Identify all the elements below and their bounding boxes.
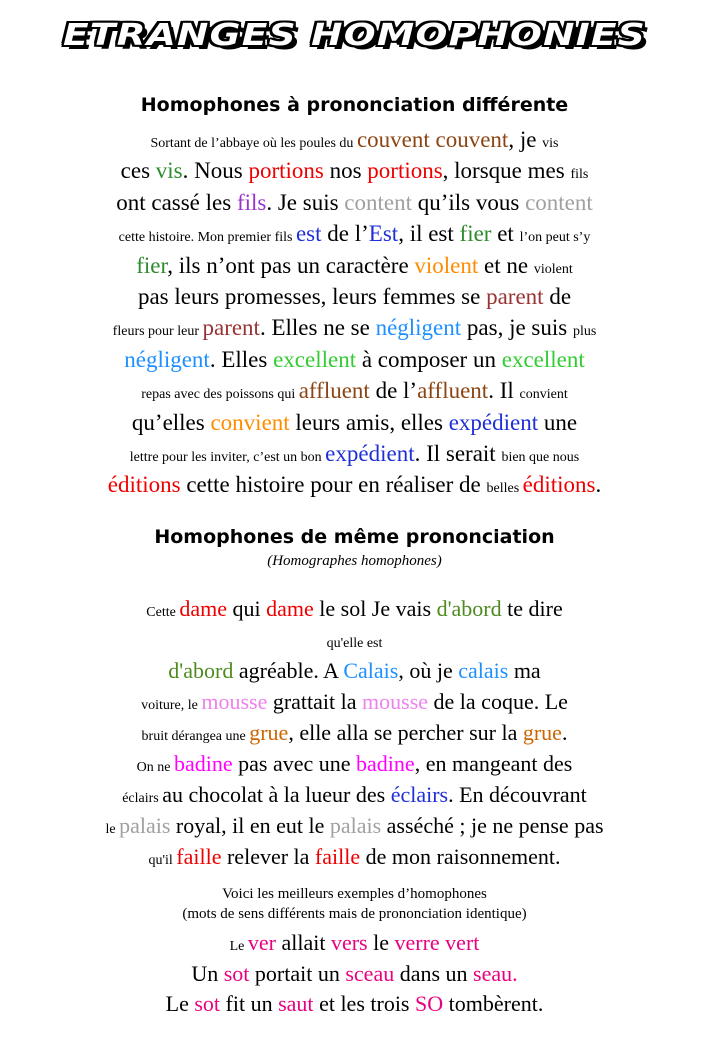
homophone-word: ver xyxy=(247,930,276,955)
text-segment: qu’ils vous xyxy=(411,189,526,215)
homophone-word: couvent couvent xyxy=(356,127,509,152)
text-segment: . Nous xyxy=(182,158,249,184)
section3-text xyxy=(0,928,709,1020)
homophone-word: portions xyxy=(248,158,324,184)
text-segment: et les trois xyxy=(313,991,415,1016)
text-segment: agréable. A xyxy=(233,658,344,683)
homophone-word: parent xyxy=(486,283,544,309)
text-segment: royal, il en eut le xyxy=(170,813,330,838)
homophone-word: seau. xyxy=(473,960,518,986)
homophone-word: sot xyxy=(194,991,221,1016)
homophone-word: vers xyxy=(330,930,368,955)
homophone-word: vis xyxy=(155,158,183,184)
text-segment: le sol Je vais xyxy=(313,596,437,621)
homophone-word: fils xyxy=(236,189,267,215)
homophone-word: badine xyxy=(356,751,415,776)
homophone-word: content xyxy=(525,189,593,215)
homophone-word: expédient xyxy=(448,409,539,435)
text-segment: le xyxy=(105,822,120,837)
text-segment: nos xyxy=(323,158,368,184)
text-segment: tombèrent. xyxy=(443,991,544,1016)
text-segment: vis xyxy=(542,136,559,151)
text-segment: Le xyxy=(165,991,195,1016)
homophone-word: excellent xyxy=(501,346,585,372)
text-segment: . Je suis xyxy=(266,189,345,215)
section1-heading: Homophones à prononciation différente xyxy=(140,94,569,116)
text-line xyxy=(0,748,709,779)
homophone-word: sot xyxy=(223,960,250,986)
text-segment: te dire xyxy=(501,596,563,621)
text-segment: pas leurs promesses, leurs femmes se xyxy=(137,283,487,309)
text-segment: grattait la xyxy=(267,689,363,714)
homophone-word: faille xyxy=(176,844,222,869)
text-segment: le xyxy=(367,930,395,955)
homophone-word: éclairs xyxy=(390,782,449,807)
homophone-word: fier xyxy=(136,252,168,278)
text-segment: qui xyxy=(226,596,267,621)
text-segment: de l’ xyxy=(321,221,369,247)
text-line xyxy=(0,779,709,810)
text-line xyxy=(0,717,709,748)
homophone-word: palais xyxy=(119,813,171,838)
homophone-word: éditions xyxy=(522,472,596,498)
text-segment: Un xyxy=(191,960,224,986)
text-line xyxy=(0,624,709,655)
homophone-word: content xyxy=(344,189,412,215)
text-line xyxy=(0,250,709,281)
text-segment: . xyxy=(561,720,568,745)
text-segment: cette histoire. Mon premier fils xyxy=(118,230,296,246)
text-line xyxy=(0,407,709,438)
homophone-word: grue xyxy=(249,720,289,745)
text-segment: de la coque. Le xyxy=(428,689,568,714)
text-line xyxy=(0,187,709,218)
homophone-word: est xyxy=(295,221,322,247)
text-segment: dans un xyxy=(394,960,474,986)
text-segment: de mon raisonnement. xyxy=(360,844,561,869)
text-segment: , en mangeant des xyxy=(414,751,573,776)
text-line xyxy=(0,989,709,1020)
homophone-word: dame xyxy=(266,596,314,621)
text-segment: Cette xyxy=(146,605,180,620)
text-segment: fleurs pour leur xyxy=(112,324,203,340)
text-segment: , elle alla se percher sur la xyxy=(288,720,523,745)
text-segment: ma xyxy=(508,658,541,683)
homophone-word: calais xyxy=(458,658,509,683)
text-segment: convient xyxy=(519,387,568,403)
text-segment: Sortant de l’abbaye où les poules du xyxy=(150,136,357,151)
text-segment: qu'il xyxy=(148,853,177,868)
homophone-word: excellent xyxy=(273,346,357,372)
text-segment: et xyxy=(491,221,520,247)
text-segment: , où je xyxy=(398,658,459,683)
section2-subheading: (Homographes homophones) xyxy=(267,553,442,569)
text-line xyxy=(0,218,709,249)
text-segment: . xyxy=(595,472,602,498)
homophone-word: grue xyxy=(522,720,562,745)
text-line xyxy=(0,155,709,186)
text-segment: ces xyxy=(120,158,156,184)
text-segment: plus xyxy=(572,324,597,340)
homophone-word: parent xyxy=(202,315,260,341)
homophone-word: saut xyxy=(278,991,314,1016)
text-segment: au chocolat à la lueur des xyxy=(162,782,391,807)
text-segment: une xyxy=(538,409,578,435)
text-segment: . Il serait xyxy=(414,440,502,466)
text-line xyxy=(0,344,709,375)
homophone-word: SO xyxy=(415,991,444,1016)
text-line xyxy=(0,438,709,469)
text-segment: portait un xyxy=(249,960,346,986)
text-segment: lettre pour les inviter, c’est un bon xyxy=(129,449,326,465)
homophone-word: Calais xyxy=(343,658,399,683)
text-segment: violent xyxy=(533,261,573,277)
homophone-word: violent xyxy=(414,252,479,278)
text-line xyxy=(0,959,709,990)
text-line xyxy=(0,593,709,624)
text-segment: leurs amis, elles xyxy=(289,409,449,435)
section1-text xyxy=(0,124,709,501)
homophone-word: affluent xyxy=(298,378,370,404)
section2-text xyxy=(0,593,709,872)
homophone-word: portions xyxy=(367,158,443,184)
text-line xyxy=(0,810,709,841)
text-segment: éclairs xyxy=(122,791,163,806)
intro-line-2: (mots de sens différents mais de prononciation identique) xyxy=(182,906,527,922)
text-segment: , je xyxy=(508,127,543,152)
text-segment: qu’elles xyxy=(131,409,211,435)
text-line xyxy=(0,469,709,500)
text-segment: voiture, le xyxy=(141,698,202,713)
text-segment: . Elles xyxy=(209,346,274,372)
text-line xyxy=(0,686,709,717)
text-segment: On ne xyxy=(136,760,174,775)
text-segment: fils xyxy=(570,167,589,183)
text-segment: ont cassé les xyxy=(116,189,237,215)
homophone-word: mousse xyxy=(201,689,268,714)
text-segment: pas avec une xyxy=(232,751,357,776)
homophone-word: expédient xyxy=(325,440,415,466)
homophone-word: mousse xyxy=(362,689,429,714)
page-title: ETRANGES HOMOPHONIES xyxy=(62,18,647,53)
homophone-word: convient xyxy=(210,409,290,435)
text-segment: fit un xyxy=(220,991,279,1016)
text-segment: asséché ; je ne pense pas xyxy=(381,813,604,838)
text-segment: cette histoire pour en réaliser de xyxy=(180,472,487,498)
text-segment: et ne xyxy=(478,252,534,278)
section2-heading: Homophones de même prononciation xyxy=(154,526,555,548)
homophone-word: verre vert xyxy=(394,930,480,955)
text-segment: Le xyxy=(229,939,248,954)
text-segment: à composer un xyxy=(356,346,502,372)
text-segment: de xyxy=(543,283,572,309)
homophone-word: fier xyxy=(459,221,492,247)
text-line xyxy=(0,928,709,959)
homophone-word: Est xyxy=(368,221,399,247)
homophone-word: faille xyxy=(314,844,361,869)
homophone-word: négligent xyxy=(124,346,210,372)
text-line xyxy=(0,375,709,406)
text-line xyxy=(0,281,709,312)
text-segment: repas avec des poissons qui xyxy=(141,387,299,403)
homophone-word: badine xyxy=(174,751,233,776)
text-segment: . Il xyxy=(488,378,520,404)
homophone-word: palais xyxy=(329,813,382,838)
text-segment: de l’ xyxy=(369,378,418,404)
text-segment: pas, je suis xyxy=(461,315,573,341)
text-line xyxy=(0,655,709,686)
text-segment: , ils n’ont pas un caractère xyxy=(167,252,415,278)
homophone-word: dame xyxy=(179,596,227,621)
text-segment: bien que nous xyxy=(501,449,580,465)
text-segment: , lorsque mes xyxy=(442,158,571,184)
homophone-word: négligent xyxy=(375,315,462,341)
text-segment: allait xyxy=(275,930,331,955)
text-line xyxy=(0,124,709,155)
text-segment: . En découvrant xyxy=(448,782,587,807)
homophone-word: affluent xyxy=(417,378,489,404)
intro-line-1: Voici les meilleurs exemples d’homophones xyxy=(222,886,487,902)
text-segment: . Elles ne se xyxy=(259,315,376,341)
text-segment: , il est xyxy=(398,221,460,247)
section3-intro xyxy=(0,884,709,924)
text-line xyxy=(0,312,709,343)
homophone-word: sceau xyxy=(345,960,395,986)
homophone-word: d'abord xyxy=(168,658,234,683)
text-segment: qu'elle est xyxy=(326,636,383,651)
homophone-word: d'abord xyxy=(436,596,502,621)
text-segment: relever la xyxy=(221,844,315,869)
text-segment: l’on peut s’y xyxy=(519,230,591,246)
homophone-word: éditions xyxy=(107,472,181,498)
text-segment: belles xyxy=(486,481,523,497)
text-line xyxy=(0,841,709,872)
text-segment: bruit dérangea une xyxy=(141,729,250,744)
